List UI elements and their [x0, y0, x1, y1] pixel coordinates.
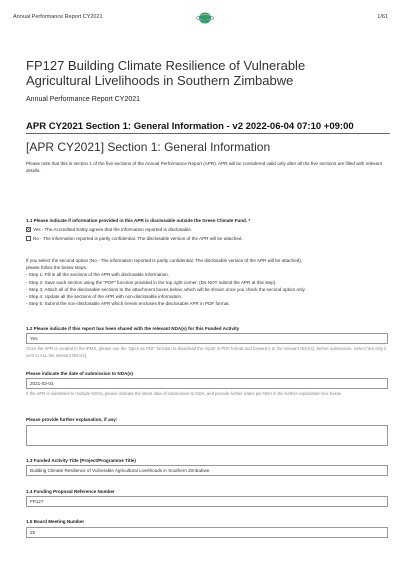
step-line: - Step 4: Update all the sections of the APR with non-disclosable information.	[26, 294, 183, 300]
section-divider	[26, 133, 390, 134]
section-intro: Please note that this is section 1 of the five sections of the Annual Performance Report (APR). APR will be considered valid only after all the five sections are filled with relevant details.	[26, 161, 382, 174]
nda-shared-field[interactable]: Yes	[26, 333, 388, 344]
option-no-label: No - The information reported is partly confidential. The disclosable version of the APR will be attached.	[33, 236, 243, 241]
activity-title-field[interactable]: Building Climate Resilience of Vulnerable Agricultural Livelihoods in Southern Zimbabwe	[26, 465, 388, 476]
page-number: 1/61	[377, 14, 388, 20]
submission-date-label: Please indicate the date of submission to NDA(s)	[26, 371, 133, 376]
document-subtitle: Annual Performance Report CY2021	[26, 96, 141, 103]
submission-date-field[interactable]: 2021-03-01	[26, 378, 388, 389]
question-1-4-label: 1.4 Funding Proposal Reference Number	[26, 489, 115, 494]
checkbox-yes[interactable]: X	[27, 227, 31, 232]
board-meeting-field[interactable]: 25	[26, 527, 388, 538]
question-1-1-label: 1.1 Please indicate if information provided in this APR is disclosable outside the Green Climate Fund. *	[26, 218, 251, 223]
step-line: - Step 2: Save each section using the "PDF" function provided in the top right corner. (Do NOT submit the APR at this step).	[26, 279, 277, 285]
document-title: FP127 Building Climate Resilience of Vulnerable Agricultural Livelihoods in Southern Zimbabwe	[26, 58, 306, 88]
disclosable-yes-option[interactable]	[26, 227, 192, 232]
checkbox-no[interactable]	[26, 236, 31, 241]
gcf-globe-logo-icon	[196, 11, 214, 25]
step-line: - Step 5: Submit the non-disclosable APR which herein encloses the disclosable APR in PDF format.	[26, 301, 230, 307]
explanation-field[interactable]	[26, 425, 388, 446]
disclosable-no-option[interactable]	[26, 236, 243, 241]
section-heading: [APR CY2021] Section 1: General Information	[26, 140, 271, 154]
section-version-title: APR CY2021 Section 1: General Information - v2 2022-06-04 07:10 +09:00	[26, 121, 354, 132]
disclosure-steps	[26, 257, 386, 307]
question-1-5-label: 1.5 Board Meeting Number	[26, 519, 85, 524]
explanation-label: Please provide further explanation, if any:	[26, 417, 118, 422]
question-1-2-label: 1.2 Please indicate if this report has been shared with the relevant NDA(s) for this Funded Activity	[26, 326, 240, 331]
step-line: - Step 3: Attach all of the disclosable sections to the attachment boxes below, which will be shown once you check the second option only.	[26, 286, 306, 292]
step-line: If you select the second option (No - The information reported is partly confidential. The disclosable version of the APR will be attached),	[26, 258, 303, 263]
header-report-name: Annual Performance Report CY2021	[13, 14, 103, 20]
nda-shared-help: Once the APR is created in the iPMS, please use the 'Open as PDF' function to download the report in PDF format and forward it to the relevant NDA(s), before submission. Select Yes only if sent to ALL the relevant NDA(s).	[26, 346, 387, 358]
option-yes-label: Yes - The Accredited Entity agrees that the information reported is disclosable.	[33, 227, 193, 232]
step-line: please follow the below steps.	[26, 265, 88, 271]
question-1-3-label: 1.3 Funded Activity Title (Project/Programme Title)	[26, 458, 136, 463]
reference-number-field[interactable]: FP127	[26, 496, 388, 507]
submission-date-help: If the APR is submitted to multiple NDAs, please indicate the latest date of submission to NDA, and provide further dates per NDA in the further explanation box below.	[26, 391, 342, 396]
step-line: - Step 1: Fill in all the sections of the APR with disclosable information.	[26, 272, 169, 278]
